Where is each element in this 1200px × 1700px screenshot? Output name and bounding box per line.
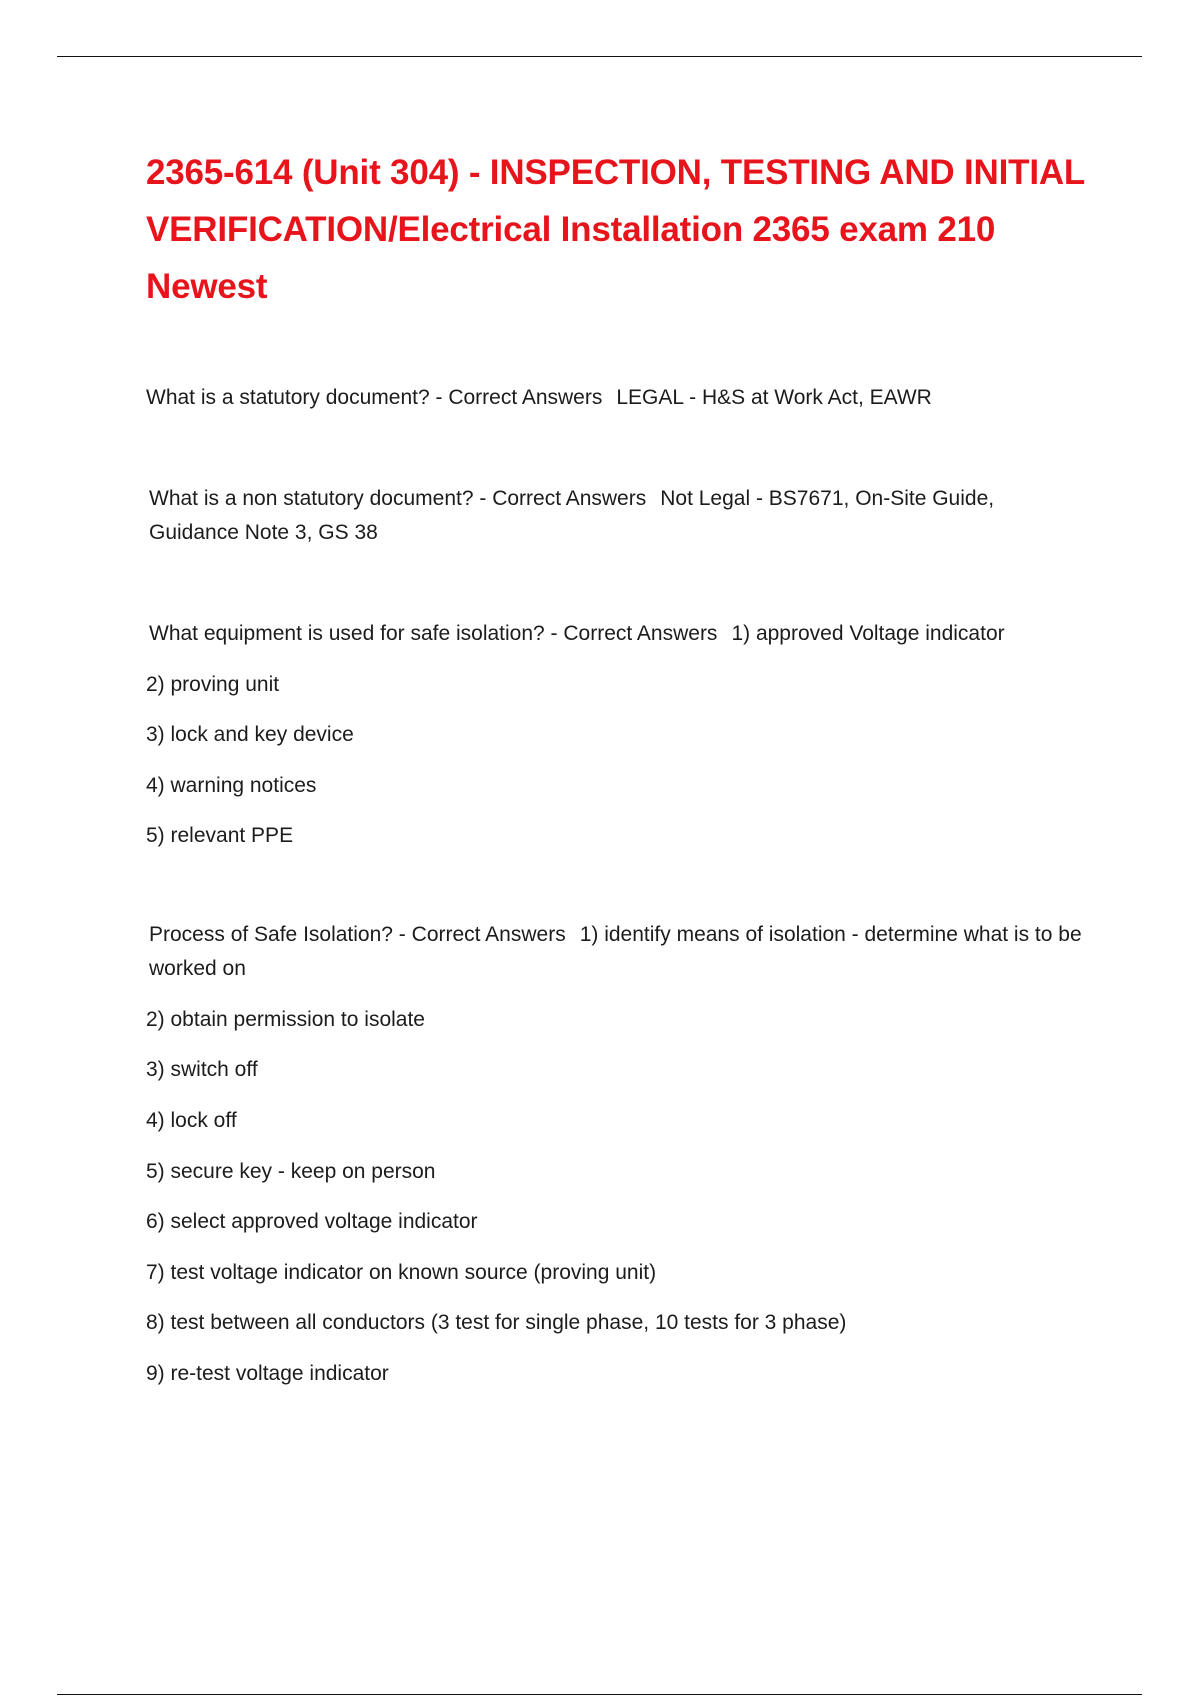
question-text: What is a non statutory document? - [149,487,487,510]
list-item: 2) obtain permission to isolate [146,1008,425,1031]
list-item: 4) warning notices [146,774,317,797]
question-safe-isolation-process [149,918,1089,986]
list-item: 4) lock off [146,1109,237,1132]
list-item: 9) re-test voltage indicator [146,1362,389,1385]
bottom-rule [57,1694,1142,1695]
answer-label: Correct Answers [492,487,647,510]
list-item: 3) lock and key device [146,723,354,746]
answer-text: 1) identify means of isolation - determine what is to be worked on [149,923,1082,980]
answer-label: Correct Answers [563,622,718,645]
list-item: 6) select approved voltage indicator [146,1210,478,1233]
question-text: What equipment is used for safe isolation? - [149,622,558,645]
list-item: 8) test between all conductors (3 test for single phase, 10 tests for 3 phase) [146,1311,847,1334]
list-item: 5) secure key - keep on person [146,1160,436,1183]
answer-label: Correct Answers [411,923,566,946]
question-safe-isolation-equipment [149,617,1005,651]
question-non-statutory [149,482,1049,550]
list-item: 2) proving unit [146,673,280,696]
answer-text: 1) approved Voltage indicator [731,622,1005,645]
list-item: 3) switch off [146,1058,258,1081]
question-text: Process of Safe Isolation? - [149,923,406,946]
page-title: 2365-614 (Unit 304) - INSPECTION, TESTING AND INITIAL VERIFICATION/Electrical Installation 2365 exam 210 Newest [146,153,1085,306]
list-item: 7) test voltage indicator on known source (proving unit) [146,1261,657,1284]
answer-text: Not Legal - BS7671, On-Site Guide, Guidance Note 3, GS 38 [149,487,995,544]
answer-text: LEGAL - H&S at Work Act, EAWR [616,386,932,409]
list-item: 5) relevant PPE [146,824,294,847]
question-statutory [146,381,932,415]
question-text: What is a statutory document? - [146,386,443,409]
top-rule [57,56,1142,57]
answer-label: Correct Answers [448,386,603,409]
